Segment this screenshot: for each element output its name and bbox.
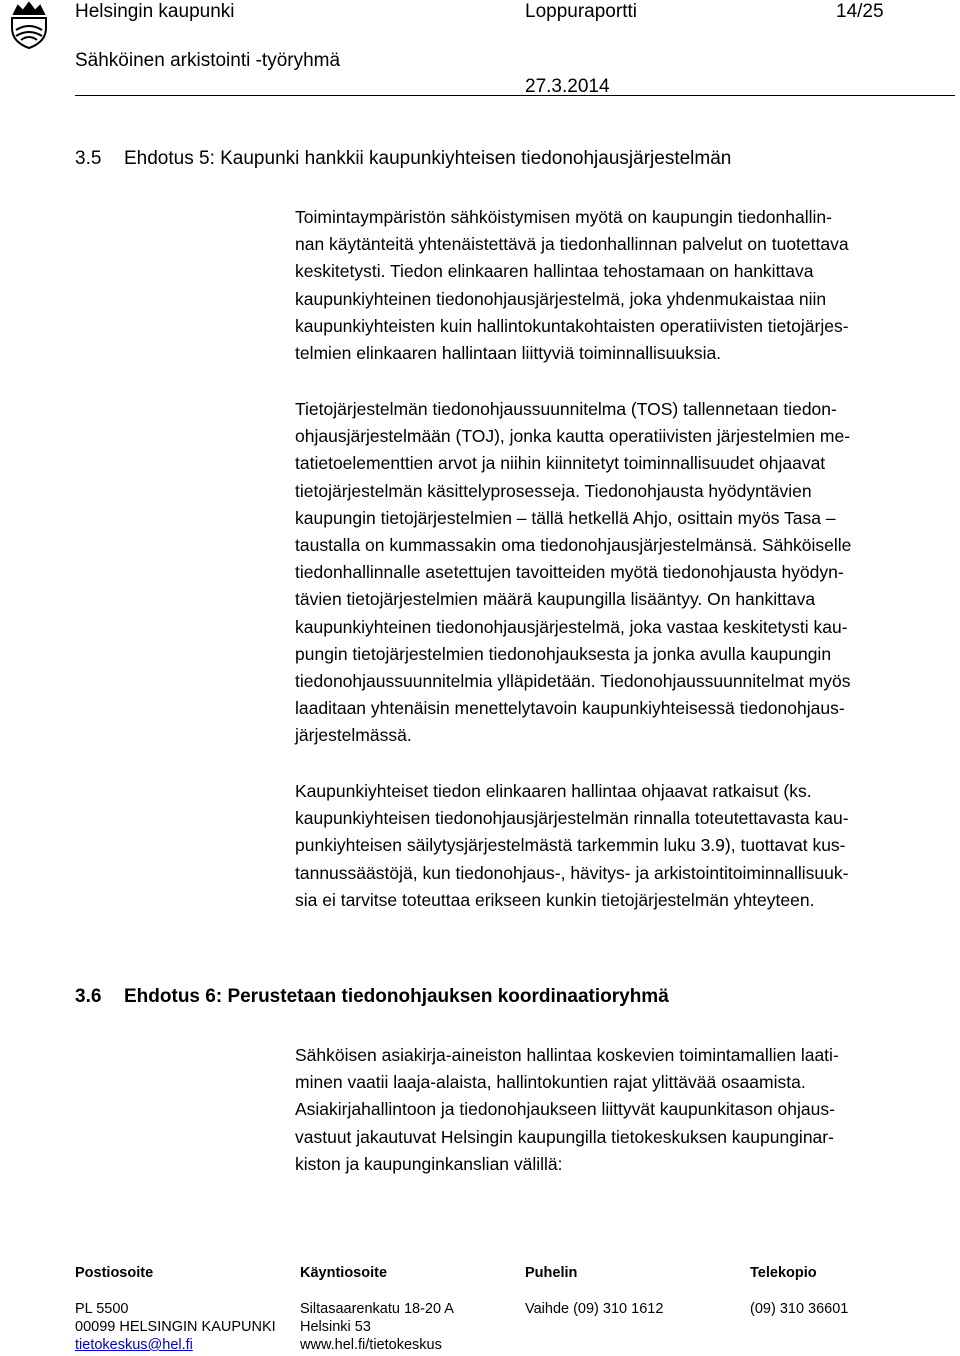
phone-number: Vaihde (09) 310 1612 [525,1301,664,1317]
footer-heading-phone: Puhelin [525,1265,578,1281]
text-line: taustalla on kummassakin oma tiedonohjausjärjestelmänsä. Sähköiselle [295,534,852,555]
text-line: kaupunkiyhteisen tiedonohjausjärjestelmän rinnalla toteutettavasta kau- [295,808,849,829]
text-line: ohjausjärjestelmään (TOJ), jonka kautta operatiivisten järjestelmien me- [295,426,851,447]
fax-number: (09) 310 36601 [750,1301,849,1317]
document-title: Loppuraportti [525,1,637,22]
text-line: tannussäästöjä, kun tiedonohjaus-, hävitys- ja arkistointitoiminnallisuuk- [295,862,849,883]
text-line: pungin tietojärjestelmien tiedonohjauksesta ja jonka avulla kaupungin [295,643,832,664]
text-line: Asiakirjahallintoon ja tiedonohjaukseen liittyvät kaupunkitason ohjaus- [295,1099,835,1120]
postal-box: PL 5500 [75,1301,129,1317]
text-line: nan käytänteitä yhtenäistettävä ja tiedonhallinnan palvelut on tuotettava [295,234,849,255]
footer-heading-fax: Telekopio [750,1265,817,1281]
paragraph [295,778,960,914]
visiting-street: Siltasaarenkatu 18-20 A [300,1301,454,1317]
text-line: keskitetysti. Tiedon elinkaaren hallintaa tehostamaan on hankittava [295,261,814,282]
text-line: Tietojärjestelmän tiedonohjaussuunnitelma (TOS) tallennetaan tiedon- [295,399,837,419]
page-number: 14/25 [836,1,884,22]
section-title: Ehdotus 5: Kaupunki hankkii kaupunkiyhteisen tiedonohjausjärjestelmän [124,148,732,169]
paragraph [295,1042,960,1178]
text-line: kiston ja kaupunginkanslian välillä: [295,1153,563,1174]
text-line: kaupunkiyhteisten kuin hallintokuntakohtaisten operatiivisten tietojärjes- [295,315,849,336]
paragraph [295,396,960,749]
text-line: Kaupunkiyhteiset tiedon elinkaaren hallintaa ohjaavat ratkaisut (ks. [295,781,812,801]
visiting-city: Helsinki 53 [300,1319,371,1335]
text-line: punkiyhteisen säilytysjärjestelmästä tarkemmin luku 3.9), tuottavat kus- [295,835,846,856]
organization-name: Helsingin kaupunki [75,1,235,22]
text-line: tävien tietojärjestelmien määrä kaupungilla lisääntyy. On hankittava [295,589,816,610]
helsinki-crest-logo [4,0,54,50]
section-heading-3-5 [75,148,731,170]
text-line: telmien elinkaaren hallintaan liittyviä toiminnallisuuksia. [295,342,722,363]
header-divider [75,95,955,96]
website-text: www.hel.fi/tietokeskus [300,1337,442,1353]
footer-heading-visiting: Käyntiosoite [300,1265,388,1281]
text-line: tatietoelementtien arvot ja niihin kiinnitetyt toiminnallisuudet ohjaavat [295,453,826,474]
text-line: kaupunkiyhteinen tiedonohjausjärjestelmä, joka vastaa keskitetysti kau- [295,616,848,637]
text-line: laaditaan yhtenäisin menettelytavoin kaupunkiyhteisessä tiedonohjaus- [295,698,845,719]
text-line: tietojärjestelmän käsittelyprosesseja. Tiedonohjausta hyödyntävien [295,480,812,501]
postal-code-city: 00099 HELSINGIN KAUPUNKI [75,1319,276,1335]
text-line: kaupungin tietojärjestelmien – tällä hetkellä Ahjo, osittain myös Tasa – [295,507,836,528]
footer-heading-postal: Postiosoite [75,1265,154,1281]
text-line: tiedonhallinnalle asetettujen tavoitteiden myötä tiedonohjausta hyödyn- [295,562,844,583]
section-number: 3.6 [75,986,102,1007]
text-line: tiedonohjaussuunnitelmia ylläpidetään. Tiedonohjaussuunnitelmat myös [295,670,851,691]
paragraph [295,204,960,367]
working-group: Sähköinen arkistointi -työryhmä [75,50,341,71]
text-line: Toimintaympäristön sähköistymisen myötä on kaupungin tiedonhallin- [295,207,832,227]
section-heading-3-6 [75,986,669,1008]
section-title: Ehdotus 6: Perustetaan tiedonohjauksen koordinaatioryhmä [124,986,669,1007]
text-line: vastuut jakautuvat Helsingin kaupungilla tietokeskuksen kaupunginar- [295,1126,834,1147]
section-number: 3.5 [75,148,102,169]
email-link[interactable]: tietokeskus@hel.fi [75,1337,193,1353]
text-line: järjestelmässä. [295,725,412,746]
text-line: minen vaatii laaja-alaista, hallintokuntien rajat ylittävää osaamista. [295,1072,806,1093]
text-line: kaupunkiyhteinen tiedonohjausjärjestelmä, joka yhdenmukaistaa niin [295,288,827,309]
text-line: sia ei tarvitse toteuttaa erikseen kunkin tietojärjestelmän yhteyteen. [295,889,815,910]
text-line: Sähköisen asiakirja-aineiston hallintaa koskevien toimintamallien laati- [295,1045,839,1065]
document-date: 27.3.2014 [525,76,610,97]
